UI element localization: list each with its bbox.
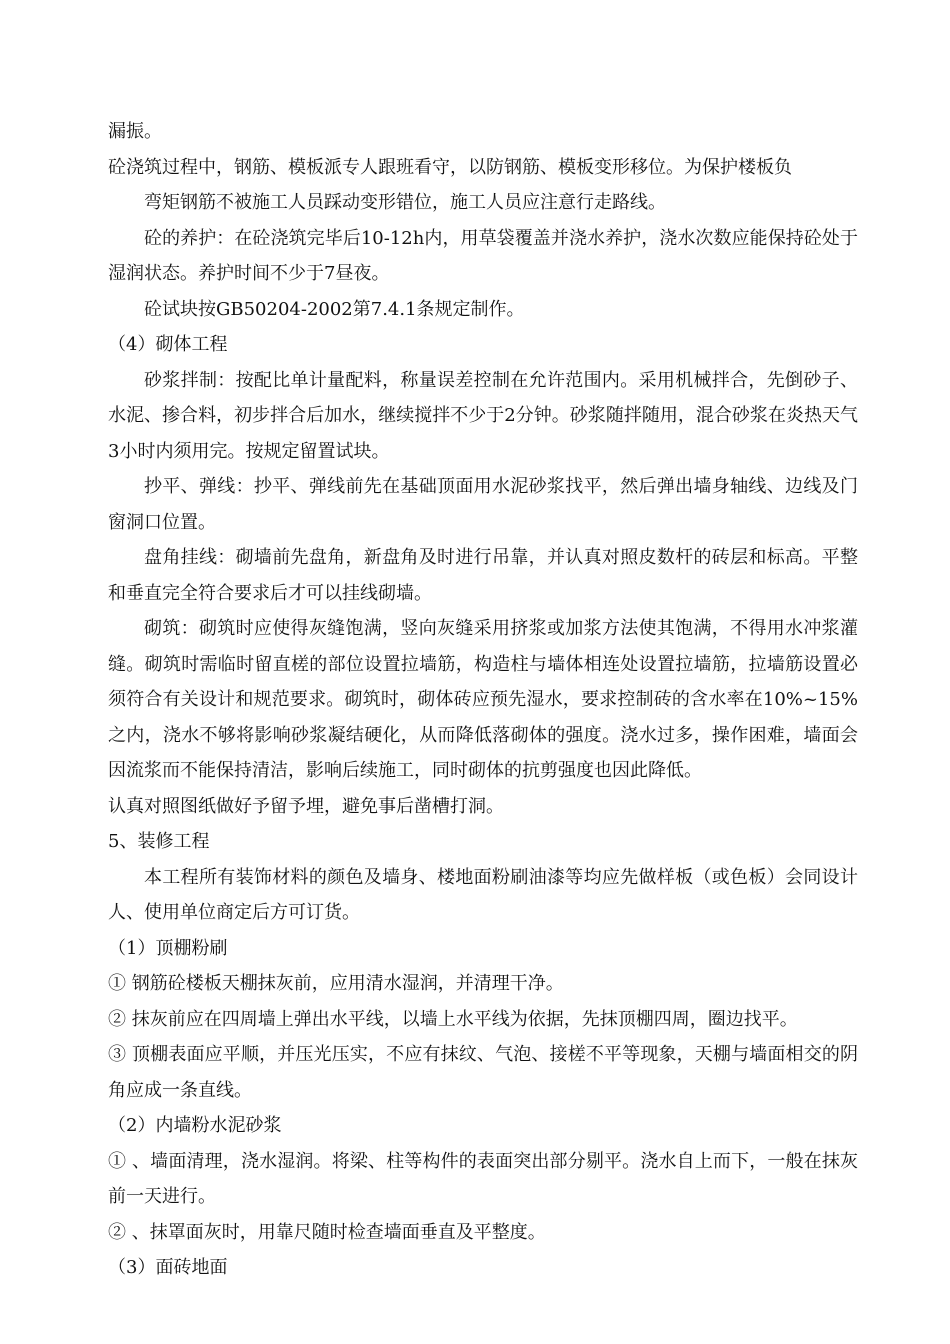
list-item: ② 、抹罩面灰时，用靠尺随时检查墙面垂直及平整度。 (108, 1221, 546, 1243)
section-heading: （2）内墙粉水泥砂浆 (108, 1115, 282, 1136)
paragraph: 砼浇筑过程中，钢筋、模板派专人跟班看守，以防钢筋、模板变形移位。为保护楼板负 (108, 156, 792, 178)
list-item: ② 抹灰前应在四周墙上弹出水平线，以墙上水平线为依据，先抹顶棚四周，圈边找平。 (108, 1008, 798, 1030)
paragraph: 认真对照图纸做好予留予埋，避免事后凿槽打洞。 (108, 795, 504, 817)
section-heading: （1）顶棚粉刷 (108, 937, 228, 959)
paragraph: 砼的养护：在砼浇筑完毕后10-12h内，用草袋覆盖并浇水养护，浇水次数应能保持砼处于湿润状态。养护时间不少于7昼夜。 (108, 227, 858, 284)
document-body (108, 114, 858, 1286)
paragraph: 抄平、弹线：抄平、弹线前先在基础顶面用水泥砂浆找平，然后弹出墙身轴线、边线及门窗洞口位置。 (108, 476, 858, 533)
paragraph: 砌筑：砌筑时应使得灰缝饱满，竖向灰缝采用挤浆或加浆方法使其饱满，不得用水冲浆灌缝。砌筑时需临时留直槎的部位设置拉墙筋，构造柱与墙体相连处设置拉墙筋，拉墙筋设置必须符合有关设计和规范要求。砌筑时，砌体砖应预先湿水，要求控制砖的含水率在10%~15%之内，浇水不够将影响砂浆凝结硬化，从而降低落砌体的强度。浇水过多，操作困难，墙面会因流浆而不能保持清洁，影响后续施工，同时砌体的抗剪强度也因此降低。 (108, 618, 858, 781)
paragraph: 砼试块按GB50204-2002第7.4.1条规定制作。 (144, 298, 525, 320)
section-heading: （4）砌体工程 (108, 334, 228, 355)
section-heading: （3）面砖地面 (108, 1257, 228, 1278)
paragraph: 盘角挂线：砌墙前先盘角，新盘角及时进行吊靠，并认真对照皮数杆的砖层和标高。平整和垂直完全符合要求后才可以挂线砌墙。 (108, 547, 858, 604)
list-item: ① 钢筋砼楼板天棚抹灰前，应用清水湿润，并清理干净。 (108, 973, 564, 994)
paragraph: 砂浆拌制：按配比单计量配料，称量误差控制在允许范围内。采用机械拌合，先倒砂子、水泥、掺合料，初步拌合后加水，继续搅拌不少于2分钟。砂浆随拌随用，混合砂浆在炎热天气3小时内须用完。按规定留置试块。 (108, 369, 858, 462)
paragraph: 弯矩钢筋不被施工人员踩动变形错位，施工人员应注意行走路线。 (144, 192, 666, 213)
paragraph: 本工程所有装饰材料的颜色及墙身、楼地面粉刷油漆等均应先做样板（或色板）会同设计人、使用单位商定后方可订货。 (108, 866, 858, 923)
section-heading: 5、装修工程 (108, 831, 210, 852)
list-item: ① 、墙面清理，浇水湿润。将梁、柱等构件的表面突出部分剔平。浇水自上而下，一般在抹灰前一天进行。 (108, 1150, 858, 1207)
paragraph: 漏振。 (108, 121, 162, 142)
list-item: ③ 顶棚表面应平顺，并压光压实，不应有抹纹、气泡、接槎不平等现象，天棚与墙面相交的阴角应成一条直线。 (108, 1044, 858, 1101)
